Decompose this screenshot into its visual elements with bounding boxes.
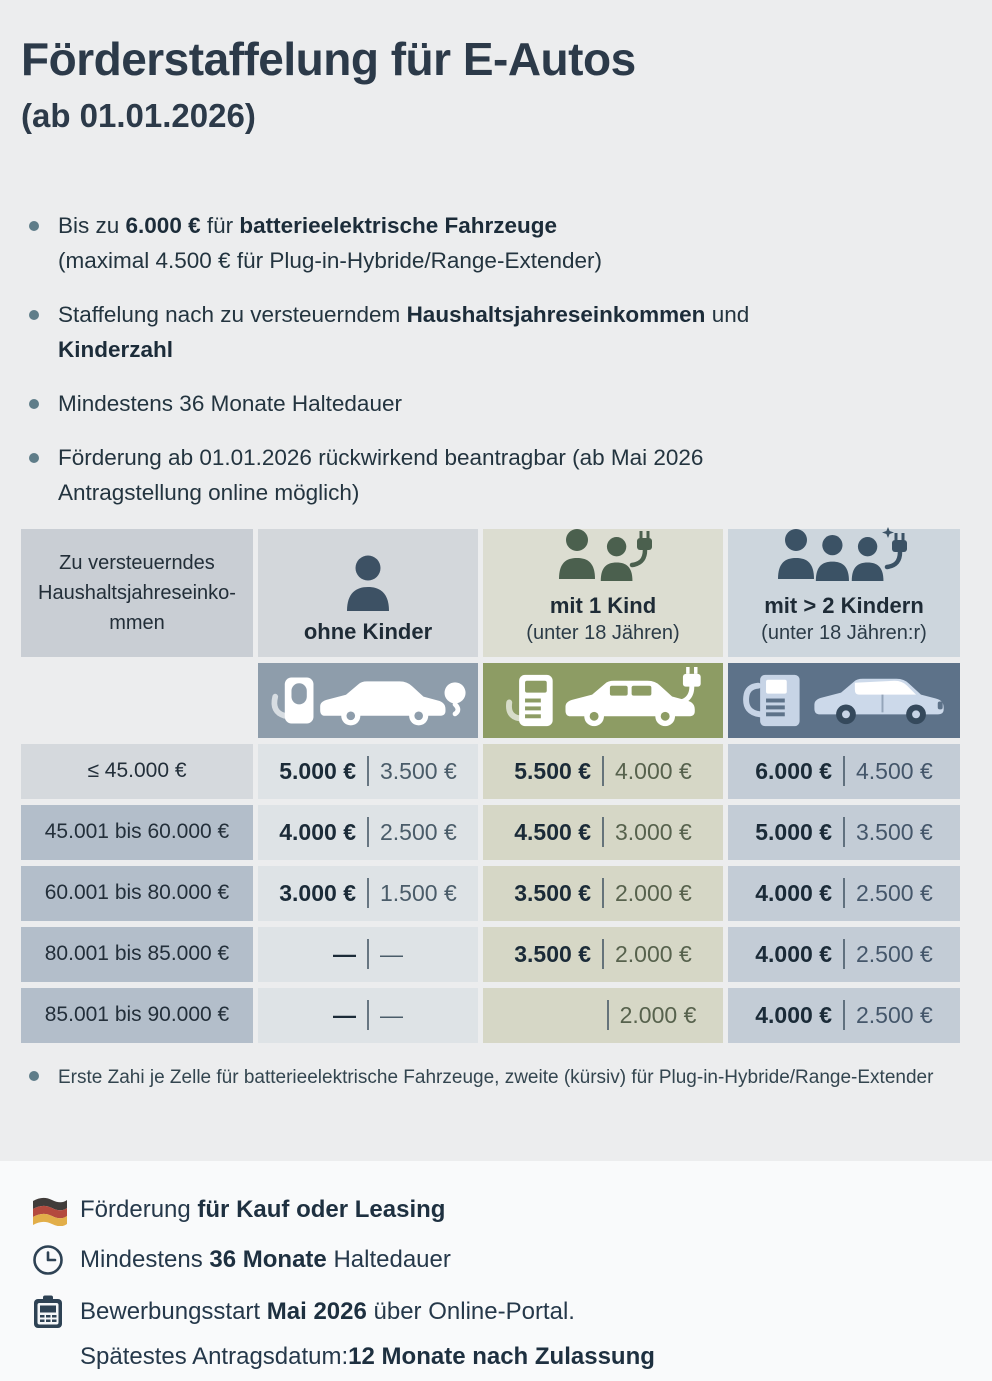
bullet-haltedauer-text: Mindestens 36 Monate Haltedauer <box>58 390 402 416</box>
bev-value: 4.000 € <box>755 940 832 967</box>
page-title: Förderstaffelung für E-Autos <box>21 33 636 85</box>
column-header-mit-1-kind <box>483 529 723 657</box>
bullet-amount-text <box>58 208 602 278</box>
table-footnote <box>21 1065 992 1091</box>
value-divider <box>607 1000 609 1030</box>
footer-item-bewerbungsstart <box>30 1293 992 1331</box>
bullet-staffelung-text <box>58 297 749 367</box>
value-cell <box>483 744 723 799</box>
table-corner-header <box>21 529 253 657</box>
bev-value: 3.500 € <box>514 879 591 906</box>
phev-value: 2.500 € <box>856 940 933 967</box>
corner-line: mmen <box>109 611 165 634</box>
car-plug-banner-green <box>483 663 723 738</box>
bullet-amount <box>21 208 992 278</box>
value-divider <box>843 756 845 786</box>
value-cell <box>483 805 723 860</box>
bullet-foerderung <box>21 440 992 510</box>
value-cell <box>258 988 478 1043</box>
column-label: mit > 2 Kindern <box>764 592 924 618</box>
value-cell <box>483 988 723 1043</box>
text-segment-bold: 36 Monate <box>209 1246 327 1273</box>
phev-value: — <box>380 940 403 967</box>
phev-value: 1.500 € <box>380 879 457 906</box>
bev-value: 5.500 € <box>514 757 591 784</box>
bullet-staffelung <box>21 297 992 367</box>
text-segment: und <box>705 301 750 327</box>
phev-value: 3.500 € <box>380 757 457 784</box>
text-segment-bold: Mai 2026 <box>266 1298 367 1325</box>
value-divider <box>367 939 369 969</box>
text-segment: Bewerbungsstart <box>80 1298 267 1325</box>
text-segment: Förderung ab 01.01.2026 rückwirkend beantragbar (ab Mai 2026 <box>58 444 704 470</box>
bev-value: 4.000 € <box>755 879 832 906</box>
bev-value: — <box>333 940 356 967</box>
value-cell <box>483 866 723 921</box>
phev-value: 2.000 € <box>619 1001 697 1028</box>
value-divider <box>602 939 604 969</box>
footer-text <box>80 1295 575 1329</box>
income-cell: 60.001 bis 80.000 € <box>21 866 253 921</box>
income-cell: 45.001 bis 60.000 € <box>21 805 253 860</box>
three-persons-plug-icon <box>774 527 914 585</box>
value-divider <box>602 878 604 908</box>
text-segment: Bis zu <box>58 212 126 238</box>
text-segment: Spätestes Antragsdatum: <box>80 1343 349 1370</box>
column-sublabel: (unter 18 Jähren) <box>526 621 680 644</box>
corner-line: Haushaltsjahreseinko- <box>38 581 236 604</box>
text-segment-bold: 12 Monate nach Zulassung <box>348 1343 655 1370</box>
bev-value: — <box>333 1001 356 1028</box>
column-header-ohne-kinder <box>258 529 478 657</box>
clock-icon <box>30 1242 80 1278</box>
footer-text <box>80 1243 451 1277</box>
value-divider <box>367 756 369 786</box>
bev-value: 4.000 € <box>755 1001 832 1028</box>
value-divider <box>367 1000 369 1030</box>
value-cell <box>483 927 723 982</box>
text-segment: Antragstellung online möglich) <box>58 479 360 505</box>
bullet-foerderung-text <box>58 440 703 510</box>
value-divider <box>843 939 845 969</box>
value-cell <box>728 927 960 982</box>
text-segment: Staffelung nach zu versteuerndem <box>58 301 407 327</box>
phev-value: 2.500 € <box>856 879 933 906</box>
footer-text <box>80 1193 445 1227</box>
value-divider <box>843 1000 845 1030</box>
bullet-haltedauer <box>21 386 992 421</box>
footer-item-haltedauer <box>30 1242 992 1278</box>
person-icon <box>342 555 394 611</box>
bev-value: 4.000 € <box>279 818 356 845</box>
phev-value: 2.500 € <box>856 1001 933 1028</box>
value-cell <box>258 805 478 860</box>
corner-line: Zu versteuerndes <box>59 551 215 574</box>
value-divider <box>602 817 604 847</box>
column-label: mit 1 Kind <box>549 592 657 618</box>
phev-value: 2.000 € <box>615 879 692 906</box>
table-empty-cell <box>21 663 253 738</box>
text-segment-bold: für Kauf oder Leasing <box>197 1196 446 1223</box>
text-segment: Förderung <box>80 1196 198 1223</box>
car-charging-banner-gray <box>258 663 478 738</box>
value-cell <box>728 805 960 860</box>
phev-value: 3.000 € <box>615 818 692 845</box>
main-content <box>0 34 992 1091</box>
bullet-dot <box>29 399 39 409</box>
german-flag-icon <box>30 1194 80 1226</box>
bev-value: 6.000 € <box>755 757 832 784</box>
bullet-dot <box>29 453 39 463</box>
value-divider <box>843 817 845 847</box>
bullet-dot <box>29 1071 39 1081</box>
income-cell: 85.001 bis 90.000 € <box>21 988 253 1043</box>
calendar-icon <box>30 1293 80 1331</box>
value-cell <box>258 866 478 921</box>
value-cell <box>258 927 478 982</box>
phev-value: 2.500 € <box>380 818 457 845</box>
income-cell: 80.001 bis 85.000 € <box>21 927 253 982</box>
car-plug-illustration <box>483 663 723 738</box>
car-charging-illustration <box>258 663 478 738</box>
column-header-mit-2-kindern <box>728 529 960 657</box>
text-segment-bold: 6.000 € <box>125 212 201 238</box>
text-segment-bold: Kinderzahl <box>58 336 174 362</box>
phev-value: 4.500 € <box>856 757 933 784</box>
value-cell <box>258 744 478 799</box>
text-segment: über Online-Portal. <box>366 1298 575 1325</box>
bev-value: 5.000 € <box>279 757 356 784</box>
bev-value: 5.000 € <box>755 818 832 845</box>
car-charging-banner-blue <box>728 663 960 738</box>
bullet-dot <box>29 221 39 231</box>
income-cell: ≤ 45.000 € <box>21 744 253 799</box>
bullet-list <box>21 208 992 510</box>
phev-value: — <box>380 1001 403 1028</box>
car-station-illustration <box>728 663 960 738</box>
footer-item-kauf-leasing <box>30 1193 992 1227</box>
page-subtitle: (ab 01.01.2026) <box>21 96 256 134</box>
text-segment: (maximal 4.500 € für Plug-in-Hybride/Range-Extender) <box>58 247 602 273</box>
subsidy-table <box>21 529 960 1043</box>
bev-value: 3.000 € <box>279 879 356 906</box>
footer-line2 <box>80 1340 992 1374</box>
text-segment-bold: batterieelektrische Fahrzeuge <box>239 212 558 238</box>
column-sublabel: (unter 18 Jähren:r) <box>761 621 927 644</box>
column-label: ohne Kinder <box>303 618 433 644</box>
bev-value: 3.500 € <box>514 940 591 967</box>
value-divider <box>843 878 845 908</box>
text-segment-bold: Haushaltsjahreseinkommen <box>406 301 706 327</box>
footnote-text: Erste Zahi je Zelle für batterieelektrische Fahrzeuge, zweite (kürsiv) für Plug-in-Hybride/Range-Extender <box>58 1066 934 1088</box>
text-segment: für <box>200 212 240 238</box>
value-divider <box>367 878 369 908</box>
phev-value: 2.000 € <box>615 940 692 967</box>
value-divider <box>367 817 369 847</box>
text-segment: Mindestens <box>80 1246 210 1273</box>
value-cell <box>728 744 960 799</box>
bev-value: 4.500 € <box>514 818 591 845</box>
footer-panel <box>0 1161 992 1381</box>
bullet-dot <box>29 310 39 320</box>
text-segment: Haltedauer <box>326 1246 451 1273</box>
two-persons-plug-icon <box>551 527 655 585</box>
phev-value: 4.000 € <box>615 757 692 784</box>
value-cell <box>728 988 960 1043</box>
value-cell <box>728 866 960 921</box>
phev-value: 3.500 € <box>856 818 933 845</box>
value-divider <box>602 756 604 786</box>
